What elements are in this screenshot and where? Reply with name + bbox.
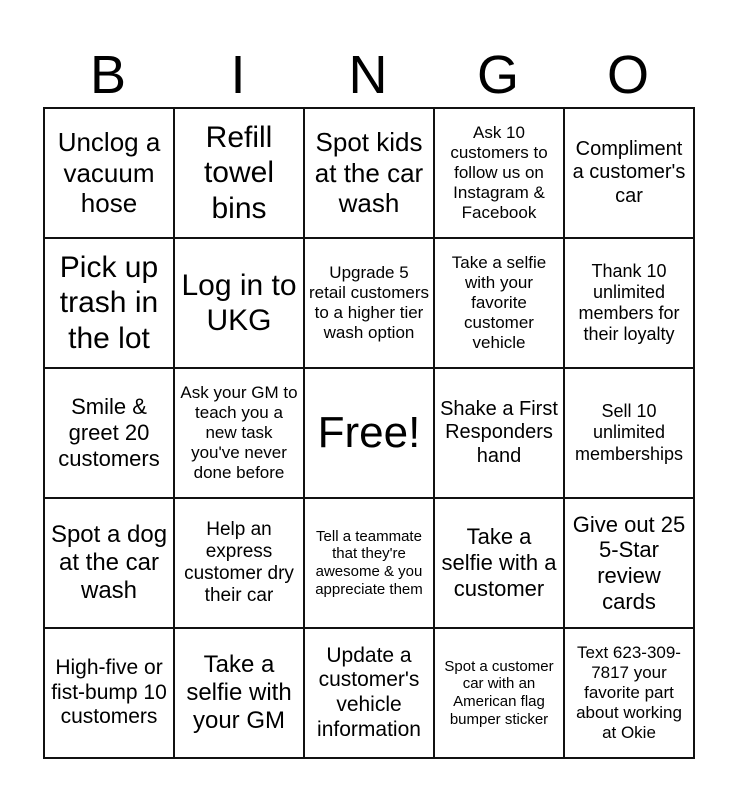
bingo-cell[interactable]: Take a selfie with your GM [174,628,304,758]
bingo-cell[interactable]: Update a customer's vehicle information [304,628,434,758]
bingo-cell[interactable]: Upgrade 5 retail customers to a higher tier wash option [304,238,434,368]
bingo-cell[interactable]: Take a selfie with a customer [434,498,564,628]
bingo-cell[interactable]: Log in to UKG [174,238,304,368]
bingo-header [43,44,693,106]
header-letter-i: I [230,45,246,105]
board-row [44,628,694,758]
header-letter-n: N [348,45,388,105]
header-letter-b: B [89,45,127,105]
bingo-cell[interactable]: Text 623-309-7817 your favorite part about working at Okie [564,628,694,758]
bingo-cell[interactable]: Ask 10 customers to follow us on Instagram & Facebook [434,108,564,238]
board-row [44,498,694,628]
bingo-cell[interactable]: Thank 10 unlimited members for their loyalty [564,238,694,368]
board-row [44,108,694,238]
bingo-cell[interactable]: Ask your GM to teach you a new task you've never done before [174,368,304,498]
bingo-cell[interactable]: Refill towel bins [174,108,304,238]
bingo-board [43,107,695,759]
bingo-cell[interactable]: Smile & greet 20 customers [44,368,174,498]
bingo-cell[interactable]: Help an express customer dry their car [174,498,304,628]
bingo-cell[interactable]: Spot kids at the car wash [304,108,434,238]
board-row [44,368,694,498]
header-letter-g: G [476,45,519,105]
bingo-cell[interactable]: Give out 25 5-Star review cards [564,498,694,628]
free-space[interactable]: Free! [304,368,434,498]
header-letter-o: O [606,45,649,105]
bingo-cell[interactable]: Shake a First Responders hand [434,368,564,498]
bingo-cell[interactable]: Take a selfie with your favorite customer vehicle [434,238,564,368]
bingo-cell[interactable]: High-five or fist-bump 10 customers [44,628,174,758]
board-row [44,238,694,368]
bingo-cell[interactable]: Compliment a customer's car [564,108,694,238]
bingo-cell[interactable]: Pick up trash in the lot [44,238,174,368]
bingo-cell[interactable]: Spot a customer car with an American flag bumper sticker [434,628,564,758]
bingo-cell[interactable]: Tell a teammate that they're awesome & you appreciate them [304,498,434,628]
bingo-cell[interactable]: Unclog a vacuum hose [44,108,174,238]
bingo-cell[interactable]: Sell 10 unlimited memberships [564,368,694,498]
bingo-cell[interactable]: Spot a dog at the car wash [44,498,174,628]
